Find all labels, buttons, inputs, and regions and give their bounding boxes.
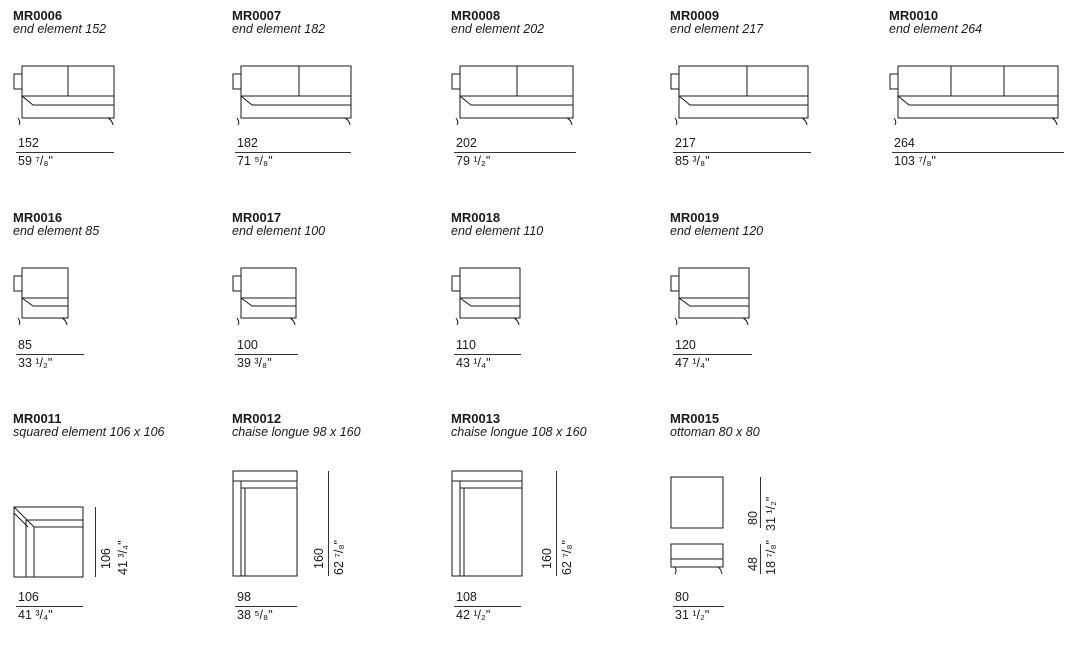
product-code: MR0009 <box>670 8 720 23</box>
width-cm: 264 <box>894 136 915 150</box>
dimension-line <box>235 152 351 153</box>
dimension-line <box>454 354 521 355</box>
product-code: MR0007 <box>232 8 282 23</box>
sofa-drawing <box>232 8 357 138</box>
product-code: MR0011 <box>13 411 62 426</box>
depth-inches: 62 ⁷/₈" <box>560 540 574 575</box>
depth-inches: 31 ¹/₂" <box>764 496 778 531</box>
width-inches: 47 ¹/₄" <box>675 356 710 370</box>
width-cm: 217 <box>675 136 696 150</box>
sofa-drawing <box>670 8 815 138</box>
product-description: chaise longue 108 x 160 <box>451 425 587 439</box>
width-cm: 100 <box>237 338 258 352</box>
product-code: MR0013 <box>451 411 501 426</box>
width-cm: 202 <box>456 136 477 150</box>
product-description: chaise longue 98 x 160 <box>232 425 361 439</box>
width-cm: 106 <box>18 590 39 604</box>
sofa-plan-drawing <box>13 411 93 601</box>
dimension-line <box>235 354 298 355</box>
dimension-line <box>892 152 1064 153</box>
depth-line <box>760 477 761 528</box>
width-cm: 80 <box>675 590 689 604</box>
product-description: end element 100 <box>232 224 326 238</box>
product-code: MR0010 <box>889 8 939 23</box>
product-description: end element 202 <box>451 22 545 36</box>
width-cm: 108 <box>456 590 477 604</box>
product-code: MR0006 <box>13 8 63 23</box>
product-description: end element 110 <box>451 224 544 238</box>
product-code: MR0019 <box>670 210 720 225</box>
product-description: end element 264 <box>889 22 983 36</box>
width-inches: 33 ¹/₂" <box>18 356 53 370</box>
depth-cm: 160 <box>540 548 554 569</box>
width-inches: 41 ³/₄" <box>18 608 53 622</box>
product-code: MR0016 <box>13 210 63 225</box>
depth-cm: 80 <box>746 511 760 525</box>
width-inches: 103 ⁷/₈" <box>894 154 936 168</box>
sofa-drawing <box>451 8 581 138</box>
product-description: ottoman 80 x 80 <box>670 425 760 439</box>
dimension-line <box>16 606 83 607</box>
depth-inches: 41 ³/₄" <box>116 540 130 575</box>
depth-line <box>95 507 96 577</box>
dimension-line <box>673 152 811 153</box>
width-inches: 59 ⁷/₈" <box>18 154 53 168</box>
width-cm: 85 <box>18 338 32 352</box>
dimension-line <box>673 354 752 355</box>
width-cm: 120 <box>675 338 696 352</box>
product-code: MR0015 <box>670 411 720 426</box>
width-inches: 42 ¹/₂" <box>456 608 491 622</box>
sofa-drawing <box>670 210 760 340</box>
ottoman-drawing <box>670 411 750 601</box>
product-description: end element 120 <box>670 224 764 238</box>
width-cm: 98 <box>237 590 251 604</box>
depth-cm: 106 <box>99 548 113 569</box>
depth-inches: 62 ⁷/₈" <box>332 540 346 575</box>
width-inches: 79 ¹/₂" <box>456 154 491 168</box>
dimension-line <box>235 606 297 607</box>
dimension-line <box>454 606 521 607</box>
height-inches: 18 ⁷/₈" <box>764 540 778 575</box>
product-code: MR0008 <box>451 8 501 23</box>
width-inches: 43 ¹/₄" <box>456 356 491 370</box>
width-inches: 31 ¹/₂" <box>675 608 710 622</box>
dimension-line <box>16 354 84 355</box>
width-inches: 38 ⁵/₈" <box>237 608 273 622</box>
product-description: end element 182 <box>232 22 326 36</box>
depth-line <box>328 471 329 576</box>
product-description: end element 217 <box>670 22 764 36</box>
width-inches: 39 ³/₈" <box>237 356 272 370</box>
height-line <box>760 544 761 574</box>
width-cm: 110 <box>456 338 476 352</box>
product-description: end element 152 <box>13 22 107 36</box>
product-code: MR0017 <box>232 210 282 225</box>
dimension-line <box>16 152 114 153</box>
dimension-line <box>454 152 576 153</box>
chaise-plan-drawing <box>451 411 531 601</box>
product-description: squared element 106 x 106 <box>13 425 165 439</box>
sofa-drawing <box>889 8 1065 138</box>
chaise-plan-drawing <box>232 411 312 601</box>
width-cm: 182 <box>237 136 258 150</box>
width-cm: 152 <box>18 136 39 150</box>
width-inches: 71 ⁵/₈" <box>237 154 273 168</box>
width-inches: 85 ³/₈" <box>675 154 710 168</box>
product-code: MR0018 <box>451 210 501 225</box>
product-description: end element 85 <box>13 224 100 238</box>
height-cm: 48 <box>746 557 760 571</box>
sofa-drawing <box>232 210 312 340</box>
sofa-drawing <box>13 8 123 138</box>
depth-line <box>556 471 557 576</box>
dimension-line <box>673 606 724 607</box>
sofa-drawing <box>451 210 531 340</box>
sofa-drawing <box>13 210 93 340</box>
depth-cm: 160 <box>312 548 326 569</box>
product-code: MR0012 <box>232 411 282 426</box>
